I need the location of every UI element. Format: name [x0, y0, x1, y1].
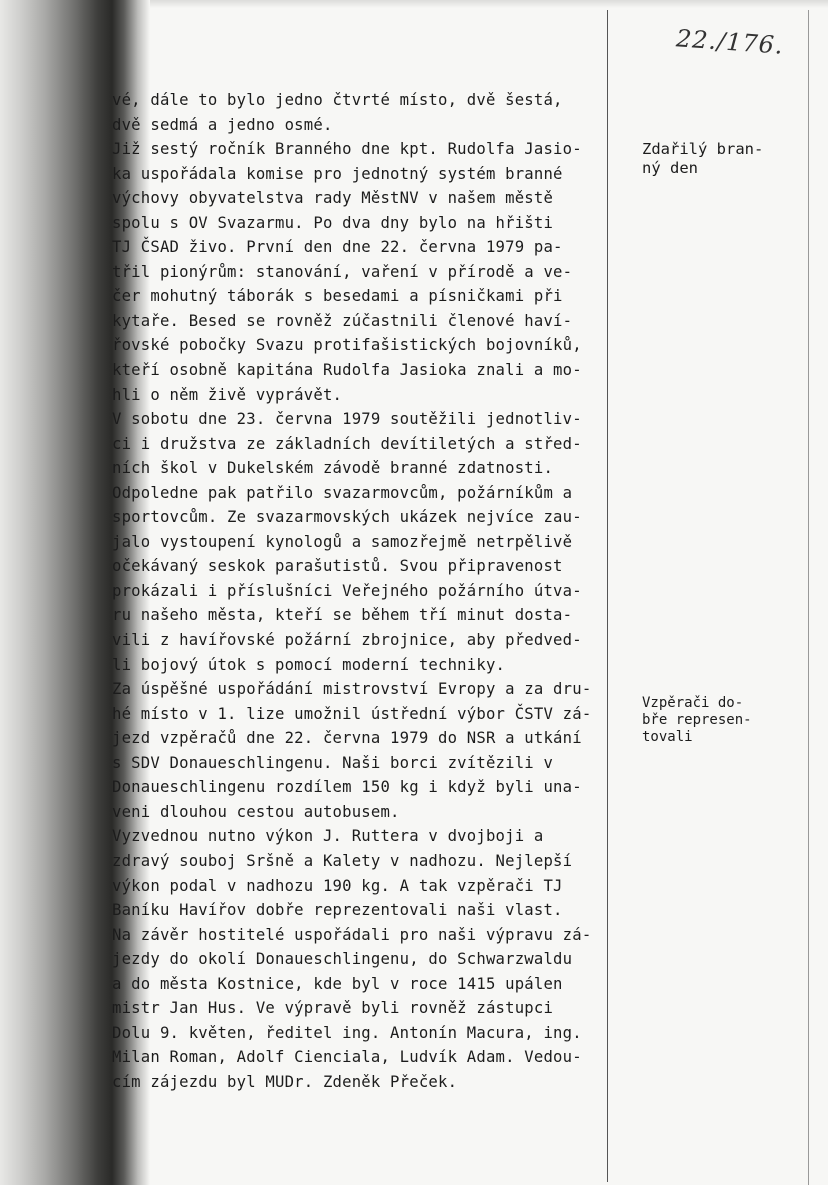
page-folio: 22./176. — [675, 24, 785, 60]
body-line: zdravý souboj Sršně a Kalety v nadhozu. Nejlepší — [112, 851, 573, 870]
body-line: Na závěr hostitelé uspořádali pro naši výpravu zá- — [112, 925, 592, 944]
body-line: Dolu 9. květen, ředitel ing. Antonín Macura, ing. — [112, 1023, 582, 1042]
body-line: Milan Roman, Adolf Cienciala, Ludvík Adam. Vedou- — [112, 1048, 582, 1067]
body-line: Odpoledne pak patřilo svazarmovcům, požárníkům a — [112, 483, 573, 502]
body-line: veni dlouhou cestou autobusem. — [112, 802, 400, 821]
body-line: jalo vystoupení kynologů a samozřejmě netrpělivě — [112, 532, 573, 551]
body-line: ka uspořádala komise pro jednotný systém branné — [112, 164, 563, 183]
body-line: výchovy obyvatelstva rady MěstNV v našem městě — [112, 189, 554, 208]
body-line: třil pionýrům: stanování, vaření v přírodě a ve- — [112, 262, 573, 281]
body-line: V sobotu dne 23. června 1979 soutěžili jednotliv- — [112, 410, 582, 429]
body-line: kteří osobně kapitána Rudolfa Jasioka znali a mo- — [112, 361, 582, 380]
body-line: li bojový útok s pomocí moderní techniky. — [112, 655, 506, 674]
body-line: a do města Kostnice, kde byl v roce 1415 upálen — [112, 974, 563, 993]
body-line: TJ ČSAD živo. První den dne 22. června 1979 pa- — [112, 238, 563, 257]
body-line: mistr Jan Hus. Ve výpravě byli rovněž zástupci — [112, 999, 554, 1018]
body-line: ci i družstva ze základních devítiletých a střed- — [112, 434, 582, 453]
body-line: řovské pobočky Svazu protifašistických bojovníků, — [112, 336, 582, 355]
body-line: cím zájezdu byl MUDr. Zdeněk Přeček. — [112, 1072, 458, 1091]
body-line: Za úspěšné uspořádání mistrovství Evropy a za dru- — [112, 680, 592, 699]
body-line: očekávaný seskok parašutistů. Svou připravenost — [112, 557, 563, 576]
body-line: jezdy do okolí Donaueschlingenu, do Schwarzwaldu — [112, 950, 573, 969]
body-line: prokázali i příslušníci Veřejného požárního útva- — [112, 581, 582, 600]
body-line: Donaueschlingenu rozdílem 150 kg i když byli una- — [112, 778, 582, 797]
body-line: s SDV Donaueschlingenu. Naši borci zvítězili v — [112, 753, 554, 772]
body-line: jezd vzpěračů dne 22. června 1979 do NSR a utkání — [112, 729, 582, 748]
body-line: vé, dále to bylo jedno čtvrté místo, dvě šestá, — [112, 91, 563, 109]
body-line: dvě sedmá a jedno osmé. — [112, 115, 333, 134]
margin-note-vzperaci: Vzpěrači do- bře represen- tovali — [642, 695, 752, 745]
body-line: ru našeho města, kteří se během tří minut dosta- — [112, 606, 573, 625]
body-line: Již sestý ročník Branného dne kpt. Rudolfa Jasio- — [112, 140, 582, 159]
body-line: sportovcům. Ze svazarmovských ukázek nejvíce zau- — [112, 508, 582, 527]
body-line: čer mohutný táborák s besedami a písničkami při — [112, 287, 563, 306]
body-line: Vyzvednou nutno výkon J. Ruttera v dvojboji a — [112, 827, 544, 846]
body-line: hli o něm živě vyprávět. — [112, 385, 343, 404]
body-line: výkon podal v nadhozu 190 kg. A tak vzpěrači TJ — [112, 876, 563, 895]
body-line: ních škol v Dukelském závodě branné zdatnosti. — [112, 459, 554, 478]
body-line: Baníku Havířov dobře reprezentovali naši vlast. — [112, 901, 563, 920]
body-line: vili z havířovské požární zbrojnice, aby předved- — [112, 631, 582, 650]
margin-note-branny-den: Zdařilý bran- ný den — [642, 140, 764, 177]
page-right-edge — [808, 10, 809, 1185]
body-line: kytaře. Besed se rovněž zúčastnili členové haví- — [112, 311, 573, 330]
chronicle-body-text — [112, 88, 612, 1094]
body-line: spolu s OV Svazarmu. Po dva dny bylo na hřišti — [112, 213, 554, 232]
body-line: hé místo v 1. lize umožnil ústřední výbor ČSTV zá- — [112, 704, 592, 723]
